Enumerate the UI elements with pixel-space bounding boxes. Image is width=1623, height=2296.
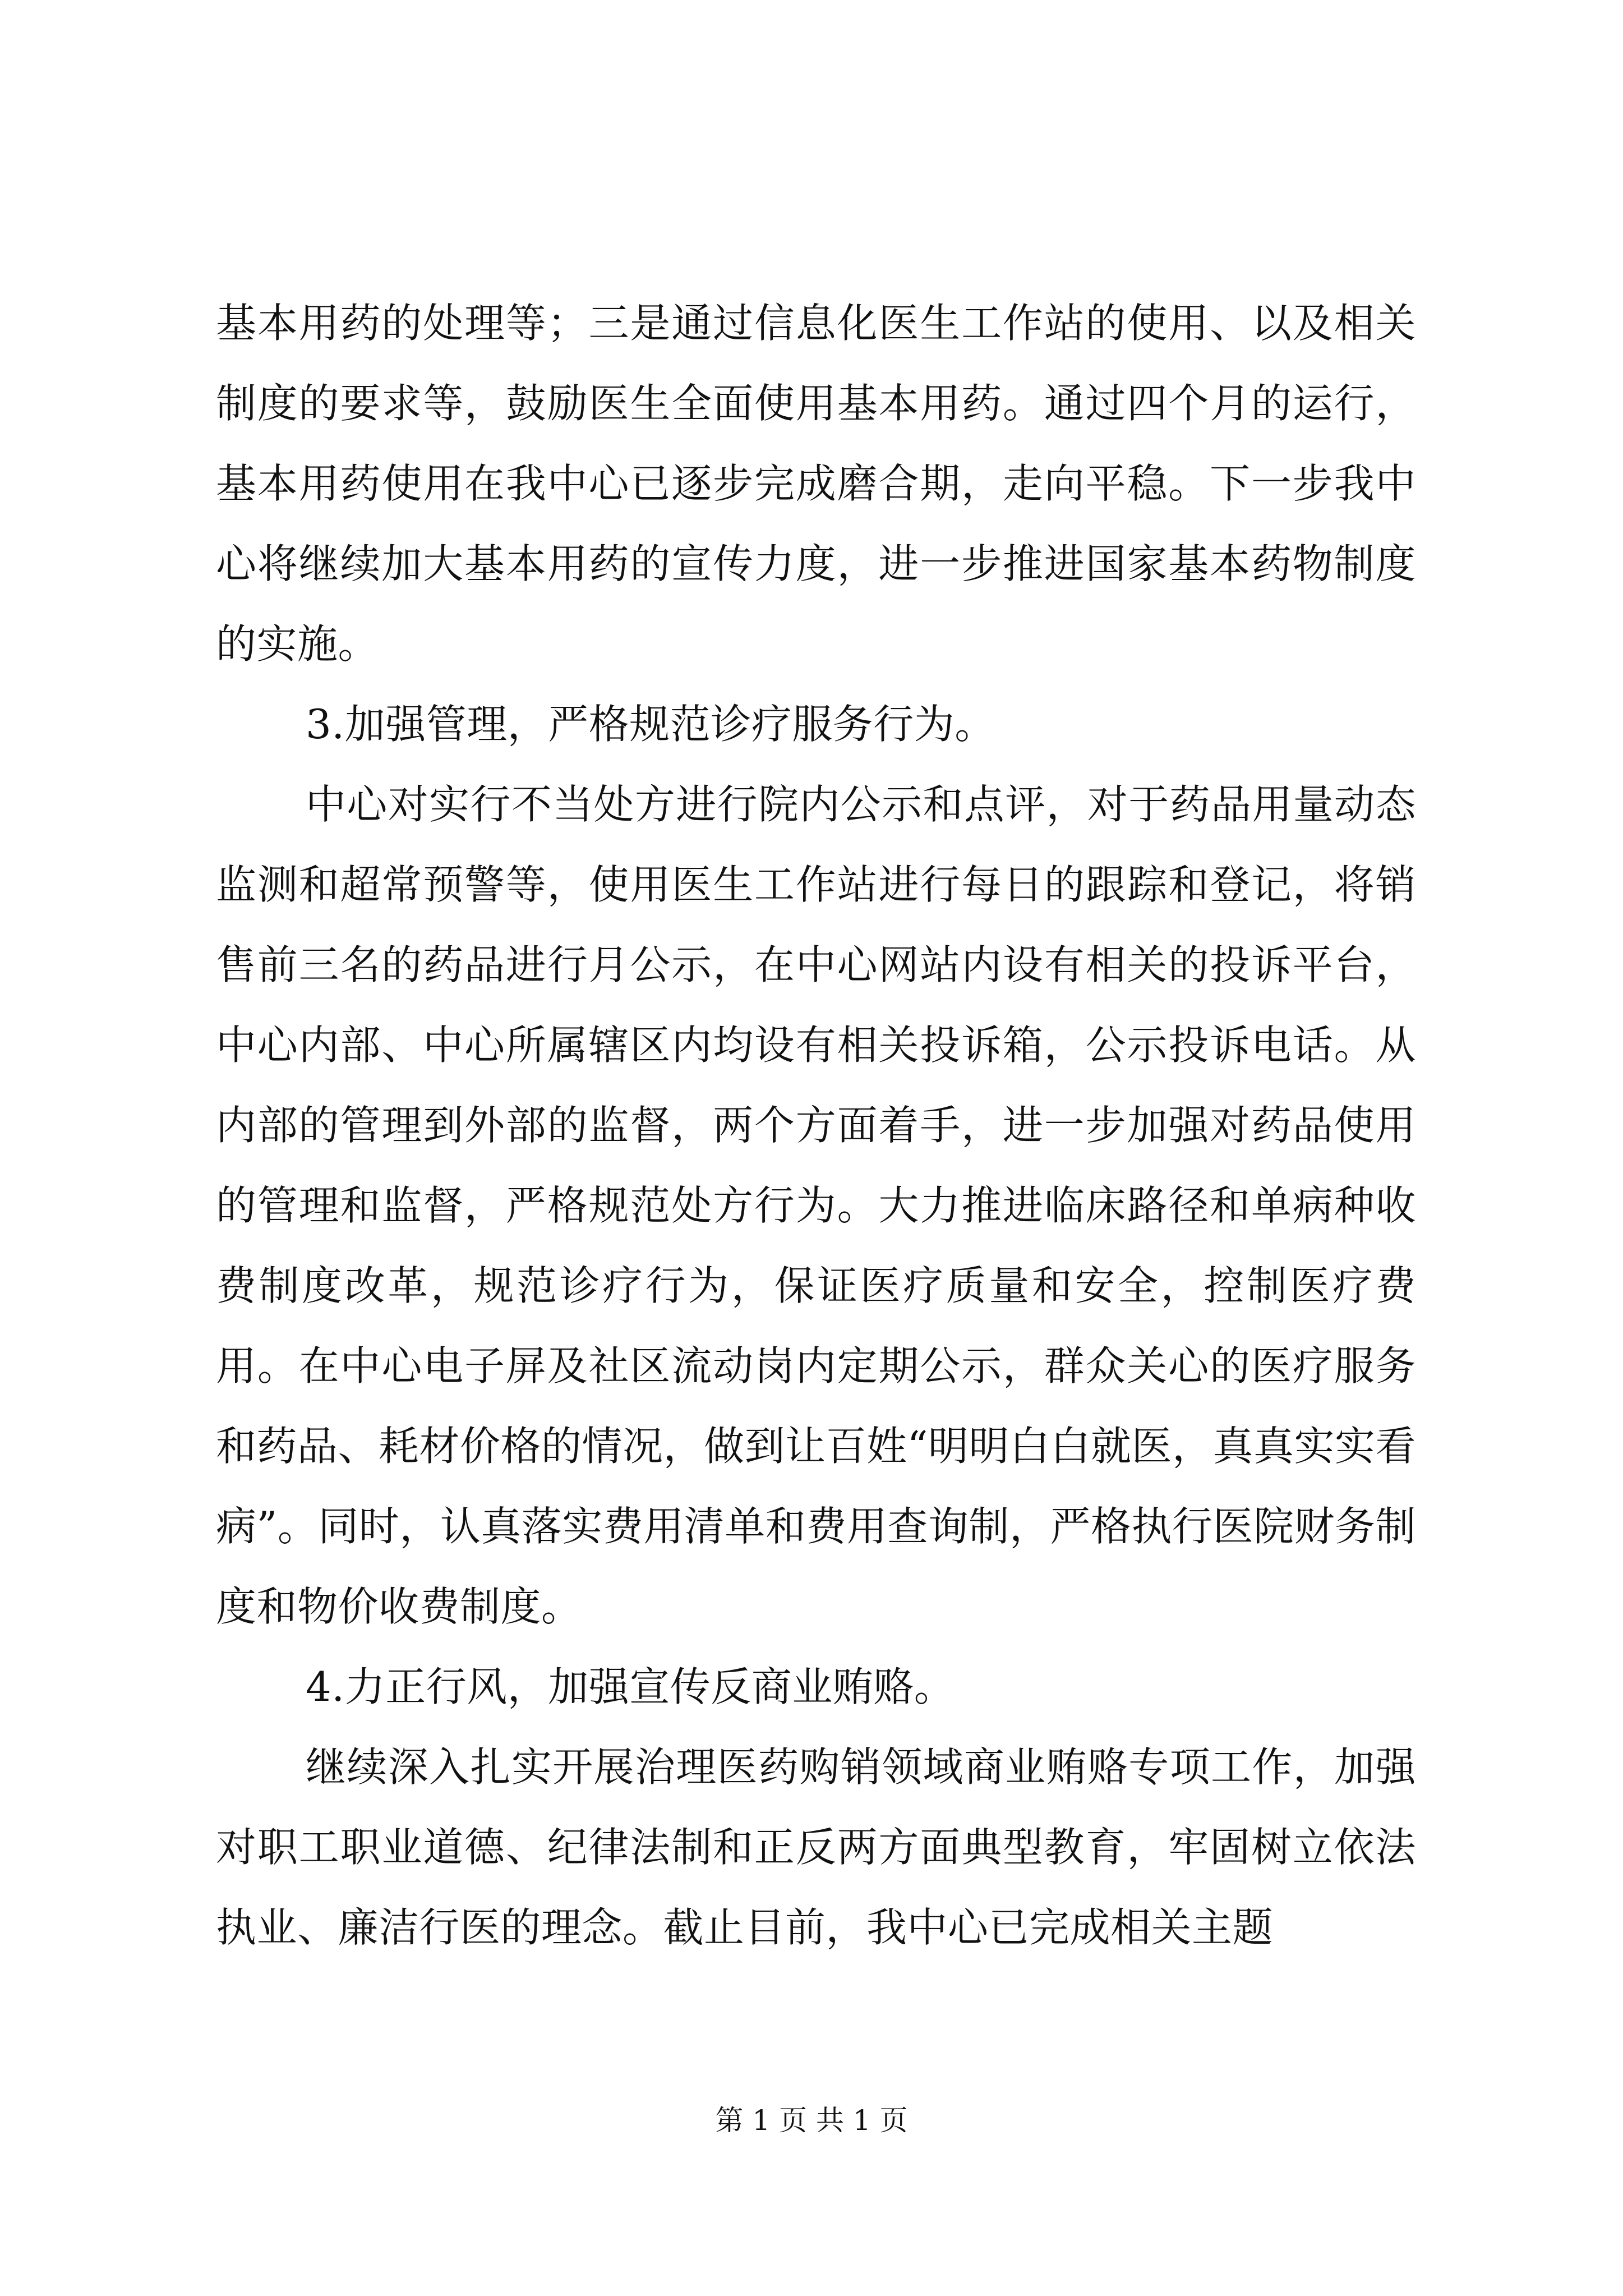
document-body — [216, 283, 1416, 1968]
paragraph-management: 中心对实行不当处方进行院内公示和点评，对于药品用量动态监测和超常预警等，使用医生工作站进行每日的跟踪和登记，将销售前三名的药品进行月公示，在中心网站内设有相关的投诉平台，中心内部、中心所属辖区内均设有相关投诉箱，公示投诉电话。从内部的管理到外部的监督，两个方面着手，进一步加强对药品使用的管理和监督，严格规范处方行为。大力推进临床路径和单病种收费制度改革，规范诊疗行为，保证医疗质量和安全，控制医疗费用。在中心电子屏及社区流动岗内定期公示，群众关心的医疗服务和药品、耗材价格的情况，做到让百姓“明明白白就医，真真实实看病”。同时，认真落实费用清单和费用查询制，严格执行医院财务制度和物价收费制度。 — [216, 781, 1416, 1630]
section-heading-4: 4.力正行风，加强宣传反商业贿赂。 — [306, 1663, 955, 1710]
section-heading-3: 3.加强管理，严格规范诊疗服务行为。 — [306, 701, 995, 748]
paragraph-continuation: 基本用药的处理等；三是通过信息化医生工作站的使用、以及相关制度的要求等，鼓励医生全面使用基本用药。通过四个月的运行，基本用药使用在我中心已逐步完成磨合期，走向平稳。下一步我中心将继续加大基本用药的宣传力度，进一步推进国家基本药物制度的实施。 — [216, 300, 1416, 668]
paragraph-anti-bribery: 继续深入扎实开展治理医药购销领域商业贿赂专项工作，加强对职工职业道德、纪律法制和正反两方面典型教育，牢固树立依法执业、廉洁行医的理念。截止目前，我中心已完成相关主题 — [216, 1743, 1416, 1951]
page-number-footer: 第 1 页 共 1 页 — [715, 2104, 908, 2137]
